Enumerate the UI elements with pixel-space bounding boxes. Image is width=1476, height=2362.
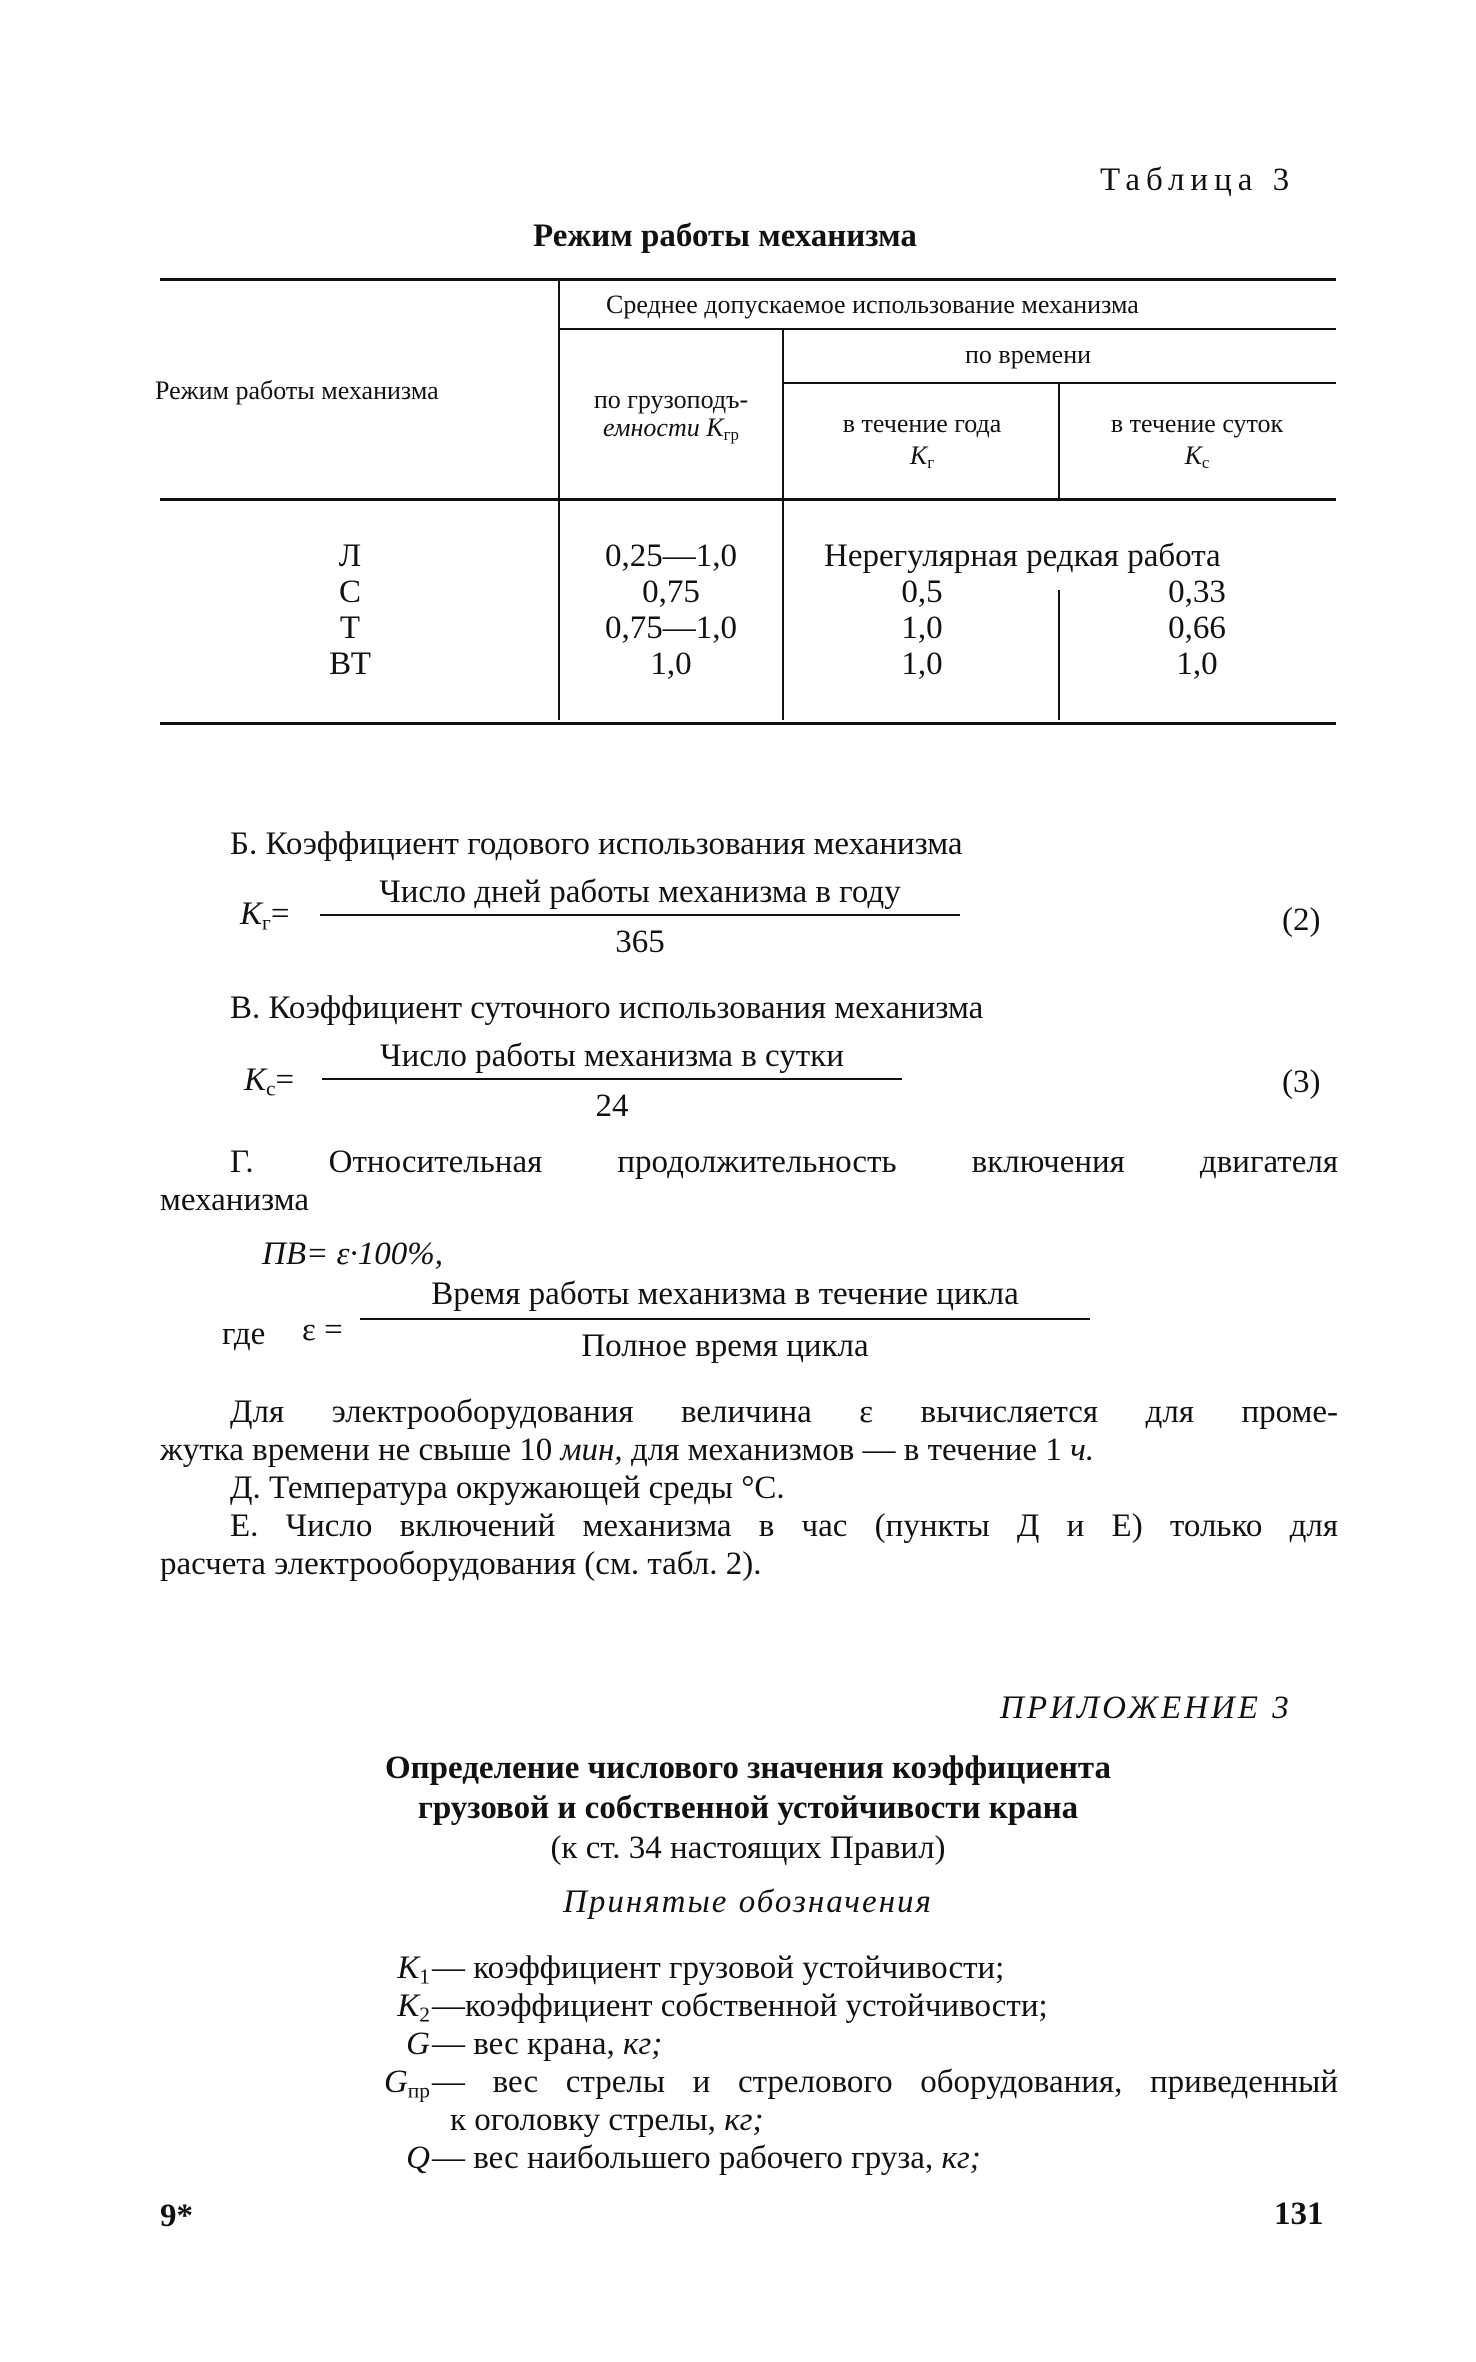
header-year-line1: в течение года: [842, 409, 1002, 438]
mode-cell: Т: [339, 610, 361, 646]
formula-kg-sym: K: [240, 896, 263, 932]
formula-kc-eq: =: [275, 1062, 295, 1098]
def-symbol: [330, 2026, 430, 2062]
header-load: [564, 386, 778, 449]
table-vline-1: [558, 280, 560, 720]
appendix-subtitle: Принятые обозначения: [563, 1884, 933, 1920]
formula-kc-denominator: 24: [595, 1088, 629, 1124]
def-unit: кг;: [724, 2102, 764, 2138]
header-day: [1062, 408, 1332, 479]
table-vline-4: [1058, 590, 1060, 720]
mode-cell: Л: [338, 538, 362, 574]
table-header-rule: [160, 498, 1336, 501]
epsilon-numerator: Время работы механизма в течение цикла: [431, 1276, 1019, 1312]
mode-cell: С: [338, 574, 361, 610]
page-number: 131: [1274, 2196, 1324, 2232]
def-text: — вес крана,: [432, 2026, 623, 2062]
def-symbol: [330, 2140, 430, 2176]
header-group: Среднее допускаемое использование механизма: [606, 290, 1139, 319]
def-sym: K: [397, 1950, 420, 1986]
irregular-work: Нерегулярная редкая работа: [824, 538, 1221, 574]
header-year: [788, 408, 1056, 479]
def-text: к оголовку стрелы,: [450, 2102, 725, 2138]
header-time: по времени: [965, 340, 1092, 369]
section-g-line2: механизма: [160, 1182, 309, 1218]
formula-kc-numerator: Число работы механизма в сутки: [380, 1038, 844, 1074]
def-row: [432, 2026, 662, 2062]
section-e-line1: Е. Число включений механизма в час (пункты Д и Е) только для: [230, 1508, 1338, 1544]
header-load-text: емности K: [603, 413, 724, 442]
formula-kc-fraction-bar: [322, 1078, 902, 1080]
paragraph-line2-unit-h: ч.: [1070, 1432, 1095, 1468]
def-unit: кг;: [623, 2026, 663, 2062]
def-sub: пр: [407, 2078, 430, 2103]
paragraph-line2-a: жутка времени не свыше 10: [160, 1432, 561, 1468]
year-cell: 0,5: [901, 574, 943, 610]
formula-kc-sym: K: [244, 1062, 267, 1098]
def-row: [450, 2102, 764, 2138]
header-day-sym: K: [1184, 441, 1202, 470]
def-sub: 2: [419, 2002, 430, 2027]
paragraph-line1: Для электрооборудования величина ε вычисляется для проме-: [230, 1394, 1338, 1430]
load-cell: 0,25—1,0: [605, 538, 737, 574]
def-text: — коэффициент грузовой устойчивости;: [432, 1950, 1005, 1986]
table-group-rule: [560, 328, 1336, 330]
appendix-label: ПРИЛОЖЕНИЕ 3: [1000, 1690, 1292, 1726]
def-text: —коэффициент собственной устойчивости;: [432, 1988, 1048, 2024]
header-year-sub: г: [927, 453, 935, 473]
header-load-sub: гр: [723, 425, 739, 445]
header-year-sym: K: [909, 441, 928, 470]
header-day-line1: в течение суток: [1110, 409, 1284, 438]
header-year-line2: [788, 440, 1056, 479]
epsilon-fraction-bar: [360, 1318, 1090, 1320]
formula-kc-sub: с: [266, 1076, 276, 1101]
mode-cell: ВТ: [329, 646, 371, 682]
def-sym: G: [383, 2064, 408, 2100]
table-label: Таблица 3: [1100, 162, 1296, 198]
load-cell: 0,75—1,0: [605, 610, 737, 646]
formula-pv: ПВ= ε·100%,: [262, 1236, 444, 1272]
section-g-line1: Г. Относительная продолжительность включения двигателя: [230, 1144, 1338, 1180]
appendix-title: [160, 1748, 1336, 1868]
equation-number-3: (3): [1282, 1064, 1321, 1100]
table-vline-3: [1058, 384, 1060, 498]
formula-kg-eq: =: [270, 896, 290, 932]
table-bottom-rule: [160, 722, 1336, 725]
paragraph-line2: [160, 1432, 1094, 1468]
table-time-rule: [784, 382, 1336, 384]
formula-kg-denominator: 365: [615, 924, 665, 960]
epsilon-denominator: Полное время цикла: [581, 1328, 869, 1364]
load-cell: 0,75: [642, 574, 700, 610]
header-mode: Режим работы механизма: [155, 376, 439, 405]
column-load: [564, 538, 778, 682]
load-cell: 1,0: [650, 646, 692, 682]
table-vline-2: [782, 330, 784, 720]
formula-kc-lhs: [244, 1062, 294, 1106]
appendix-title-line1: Определение числового значения коэффициента: [384, 1750, 1112, 1786]
column-day: [1062, 574, 1332, 682]
formula-kg-numerator: Число дней работы механизма в году: [379, 874, 901, 910]
header-day-sub: с: [1201, 453, 1210, 473]
equation-number-2: (2): [1282, 902, 1321, 938]
section-d: Д. Температура окружающей среды °С.: [230, 1470, 785, 1506]
def-sym: G: [406, 2026, 430, 2062]
def-text: — вес стрелы и стрелового оборудования, приведенный: [432, 2064, 1338, 2100]
table-top-rule: [160, 278, 1336, 281]
def-text: — вес наибольшего рабочего груза,: [432, 2140, 942, 2176]
header-day-line2: [1062, 440, 1332, 479]
formula-kg-lhs: [240, 896, 289, 940]
formula-kg-sub: г: [262, 910, 271, 935]
def-sub: 1: [419, 1964, 430, 1989]
def-sym: Q: [406, 2140, 430, 2176]
column-modes: [300, 538, 400, 682]
day-cell: 1,0: [1176, 646, 1218, 682]
day-cell: 0,66: [1168, 610, 1226, 646]
header-load-line2: [564, 414, 778, 449]
table-title: Режим работы механизма: [533, 218, 917, 254]
column-year: [788, 574, 1056, 682]
paragraph-line2-unit-min: мин,: [560, 1432, 623, 1468]
def-sym: K: [397, 1988, 420, 2024]
year-cell: 1,0: [901, 610, 943, 646]
paragraph-line2-c: для механизмов — в течение 1: [622, 1432, 1071, 1468]
section-v-heading: В. Коэффициент суточного использования механизма: [230, 990, 984, 1026]
def-unit: кг;: [941, 2140, 981, 2176]
appendix-title-line3: (к ст. 34 настоящих Правил): [550, 1830, 946, 1866]
where-label: где: [222, 1316, 266, 1352]
epsilon-lhs: ε =: [302, 1312, 343, 1348]
def-row: [432, 2140, 981, 2176]
def-symbol: [330, 2064, 430, 2108]
appendix-title-line2: грузовой и собственной устойчивости крана: [417, 1790, 1079, 1826]
day-cell: 0,33: [1168, 574, 1226, 610]
formula-kg-fraction-bar: [320, 914, 960, 916]
section-b-heading: Б. Коэффициент годового использования механизма: [230, 826, 963, 862]
year-cell: 1,0: [901, 646, 943, 682]
signature-mark: 9*: [160, 2198, 193, 2234]
header-load-line1: по грузоподъ-: [593, 385, 749, 414]
section-e-line2: расчета электрооборудования (см. табл. 2).: [160, 1546, 762, 1582]
